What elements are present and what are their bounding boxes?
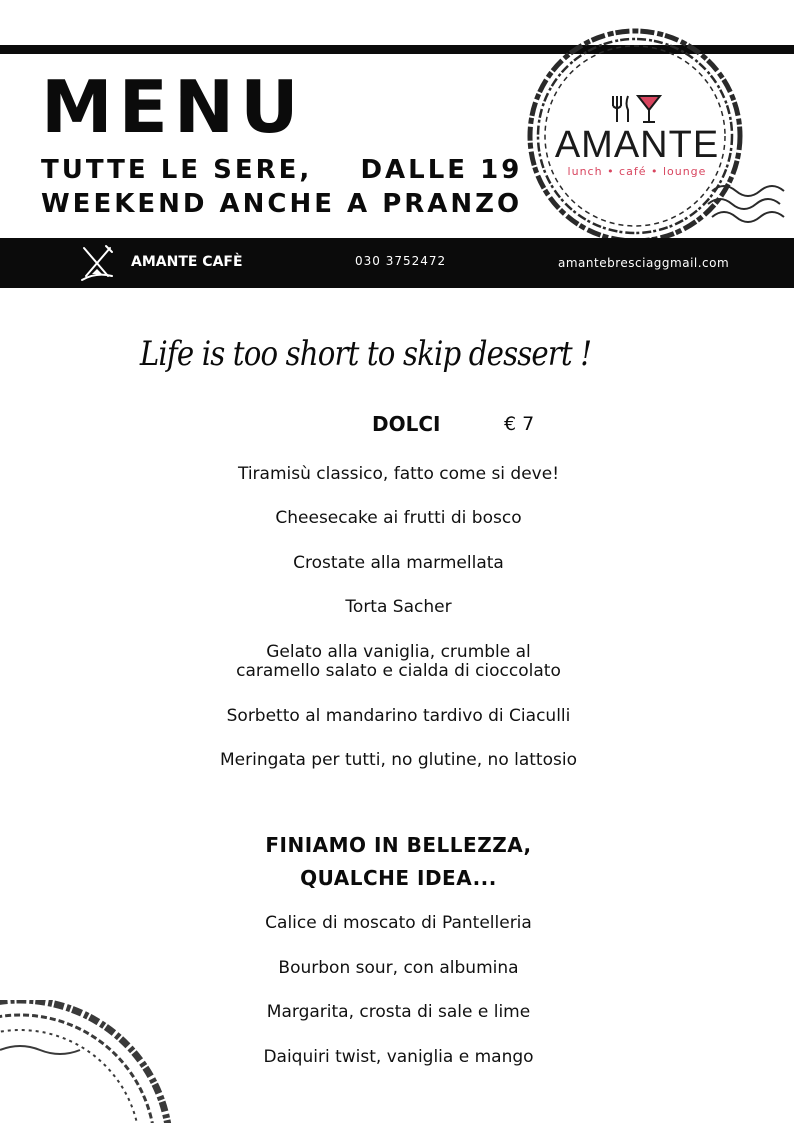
finale-heading-line2: QUALCHE IDEA...: [300, 866, 497, 890]
dolci-price: € 7: [504, 413, 535, 435]
logo-wordmark: AMANTE: [554, 124, 720, 166]
dessert-item-gelato-line1: Gelato alla vaniglia, crumble al: [266, 642, 531, 662]
finale-heading-line1: FINIAMO IN BELLEZZA,: [265, 833, 532, 857]
cocktail-glass-icon: [638, 96, 660, 122]
corner-stamp-decoration: [0, 1000, 180, 1123]
dessert-item-sacher: Torta Sacher: [345, 597, 452, 617]
drink-item-daiquiri: Daiquiri twist, vaniglia e mango: [263, 1047, 534, 1067]
dessert-item-tiramisu: Tiramisù classico, fatto come si deve!: [237, 464, 560, 484]
dolci-heading: DOLCI: [372, 412, 441, 436]
hours-line-weekend: WEEKEND ANCHE A PRANZO: [41, 189, 523, 219]
phone-number: 030 3752472: [355, 254, 447, 268]
logo-tagline: lunch • café • lounge: [567, 165, 707, 178]
fork-knife-icon: [78, 244, 116, 284]
dessert-item-meringata: Meringata per tutti, no glutine, no lattosio: [220, 750, 577, 770]
menu-title: MENU: [41, 65, 305, 149]
email-address: amantebresciaggmail.com: [558, 256, 730, 270]
dessert-item-gelato-line2: caramello salato e cialda di cioccolato: [236, 661, 561, 681]
dessert-item-crostate: Crostate alla marmellata: [293, 553, 504, 573]
cutlery-icon: [613, 96, 628, 122]
dessert-item-cheesecake: Cheesecake ai frutti di bosco: [275, 508, 522, 528]
drink-item-margarita: Margarita, crosta di sale e lime: [266, 1002, 531, 1022]
hours-line-evenings: TUTTE LE SERE, DALLE 19: [41, 155, 523, 185]
cafe-name: AMANTE CAFÈ: [131, 254, 243, 270]
dessert-slogan: Life is too short to skip dessert !: [139, 334, 592, 374]
drink-item-bourbon-sour: Bourbon sour, con albumina: [278, 958, 519, 978]
dessert-item-sorbetto: Sorbetto al mandarino tardivo di Ciaculli: [226, 706, 571, 726]
drink-item-moscato: Calice di moscato di Pantelleria: [265, 913, 532, 933]
